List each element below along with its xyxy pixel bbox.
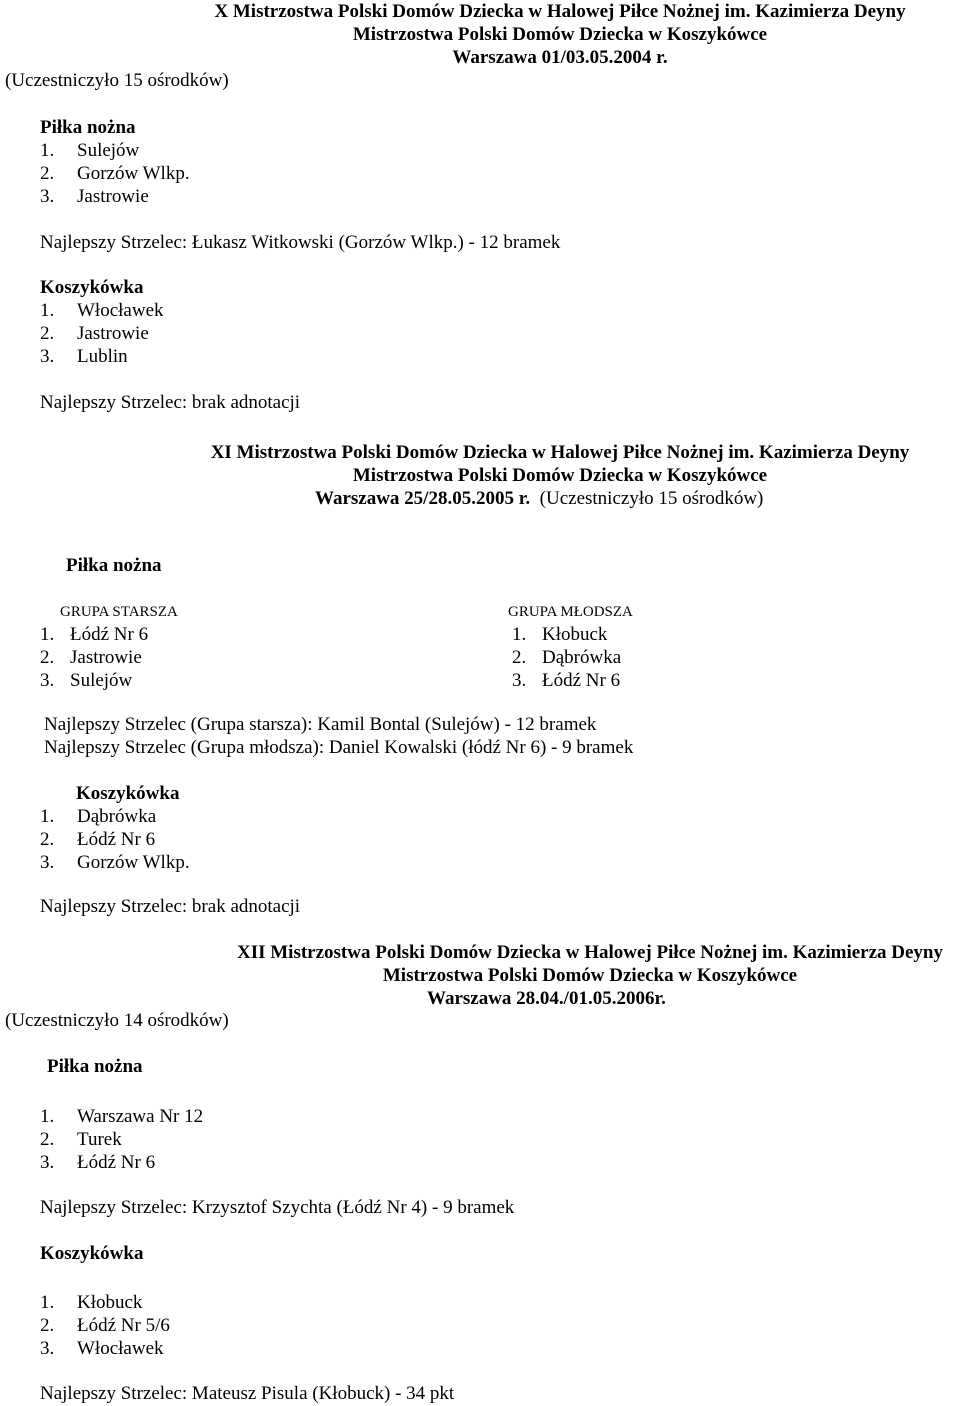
group-older-label: GRUPA STARSZA: [60, 604, 178, 620]
header-2006-line-3: Warszawa 28.04./01.05.2006r.: [427, 988, 666, 1009]
younger-rank-1: 1. Kłobuck: [512, 624, 608, 645]
football-rank-2004-3: 3. Jastrowie: [40, 186, 149, 207]
basketball-top-scorer-2006: Najlepszy Strzelec: Mateusz Pisula (Kłobuck) - 34 pkt: [40, 1383, 455, 1404]
header-2004-line-2: Mistrzostwa Polski Domów Dziecka w Koszykówce: [352, 24, 768, 45]
header-2005-line-3-row: [315, 488, 763, 510]
basketball-rank-2006-2: 2. Łódź Nr 5/6: [40, 1315, 170, 1336]
football-top-scorer-2004: Najlepszy Strzelec: Łukasz Witkowski (Gorzów Wlkp.) - 12 bramek: [40, 232, 561, 253]
older-rank-2: 2. Jastrowie: [40, 647, 142, 668]
basketball-heading-2005: Koszykówka: [76, 783, 180, 804]
football-rank-2004-2: 2. Gorzów Wlkp.: [40, 163, 190, 184]
older-rank-3: 3. Sulejów: [40, 670, 133, 691]
basketball-top-scorer-2005: Najlepszy Strzelec: brak adnotacji: [40, 896, 301, 917]
football-heading-2005: Piłka nożna: [66, 555, 162, 576]
participants-2006: (Uczestniczyło 14 ośrodków): [5, 1010, 229, 1031]
header-2004-line-1: X Mistrzostwa Polski Domów Dziecka w Halowej Piłce Nożnej im. Kazimierza Deyny: [214, 1, 906, 22]
participants-2005: (Uczestniczyło 15 ośrodków): [539, 488, 764, 509]
header-2006-line-1: XII Mistrzostwa Polski Domów Dziecka w Halowej Piłce Nożnej im. Kazimierza Deyny: [236, 942, 943, 963]
basketball-rank-2004-1: 1. Włocławek: [40, 300, 164, 321]
basketball-rank-2005-1: 1. Dąbrówka: [40, 806, 157, 827]
header-2005-line-3: Warszawa 25/28.05.2005 r.: [315, 488, 531, 509]
football-top-scorer-younger-2005: Najlepszy Strzelec (Grupa młodsza): Daniel Kowalski (łódź Nr 6) - 9 bramek: [44, 737, 634, 758]
basketball-rank-2005-3: 3. Gorzów Wlkp.: [40, 852, 190, 873]
football-rank-2006-3: 3. Łódź Nr 6: [40, 1152, 156, 1173]
football-top-scorer-2006: Najlepszy Strzelec: Krzysztof Szychta (Łódź Nr 4) - 9 bramek: [40, 1197, 515, 1218]
football-rank-2004-1: 1. Sulejów: [40, 140, 140, 161]
basketball-rank-2004-3: 3. Lublin: [40, 346, 128, 367]
football-rank-2006-2: 2. Turek: [40, 1129, 122, 1150]
basketball-rank-2005-2: 2. Łódź Nr 6: [40, 829, 156, 850]
header-2004-line-3: Warszawa 01/03.05.2004 r.: [452, 47, 668, 68]
football-heading-2006: Piłka nożna: [47, 1056, 143, 1077]
football-heading-2004: Piłka nożna: [40, 117, 136, 138]
participants-2004: (Uczestniczyło 15 ośrodków): [5, 70, 229, 91]
football-rank-2006-1: 1. Warszawa Nr 12: [40, 1106, 204, 1127]
basketball-top-scorer-2004: Najlepszy Strzelec: brak adnotacji: [40, 392, 301, 413]
header-2005-line-2: Mistrzostwa Polski Domów Dziecka w Koszykówce: [352, 465, 768, 486]
basketball-rank-2006-1: 1. Kłobuck: [40, 1292, 143, 1313]
basketball-rank-2006-3: 3. Włocławek: [40, 1338, 164, 1359]
group-younger-label: GRUPA MŁODSZA: [508, 604, 633, 620]
younger-rank-3: 3. Łódź Nr 6: [512, 670, 621, 691]
younger-rank-2: 2. Dąbrówka: [512, 647, 622, 668]
basketball-rank-2004-2: 2. Jastrowie: [40, 323, 149, 344]
basketball-heading-2004: Koszykówka: [40, 277, 144, 298]
header-2006-line-2: Mistrzostwa Polski Domów Dziecka w Koszykówce: [382, 965, 798, 986]
older-rank-1: 1. Łódź Nr 6: [40, 624, 149, 645]
header-2005-line-1: XI Mistrzostwa Polski Domów Dziecka w Halowej Piłce Nożnej im. Kazimierza Deyny: [210, 442, 910, 463]
basketball-heading-2006: Koszykówka: [40, 1243, 144, 1264]
football-top-scorer-older-2005: Najlepszy Strzelec (Grupa starsza): Kamil Bontal (Sulejów) - 12 bramek: [44, 714, 597, 735]
